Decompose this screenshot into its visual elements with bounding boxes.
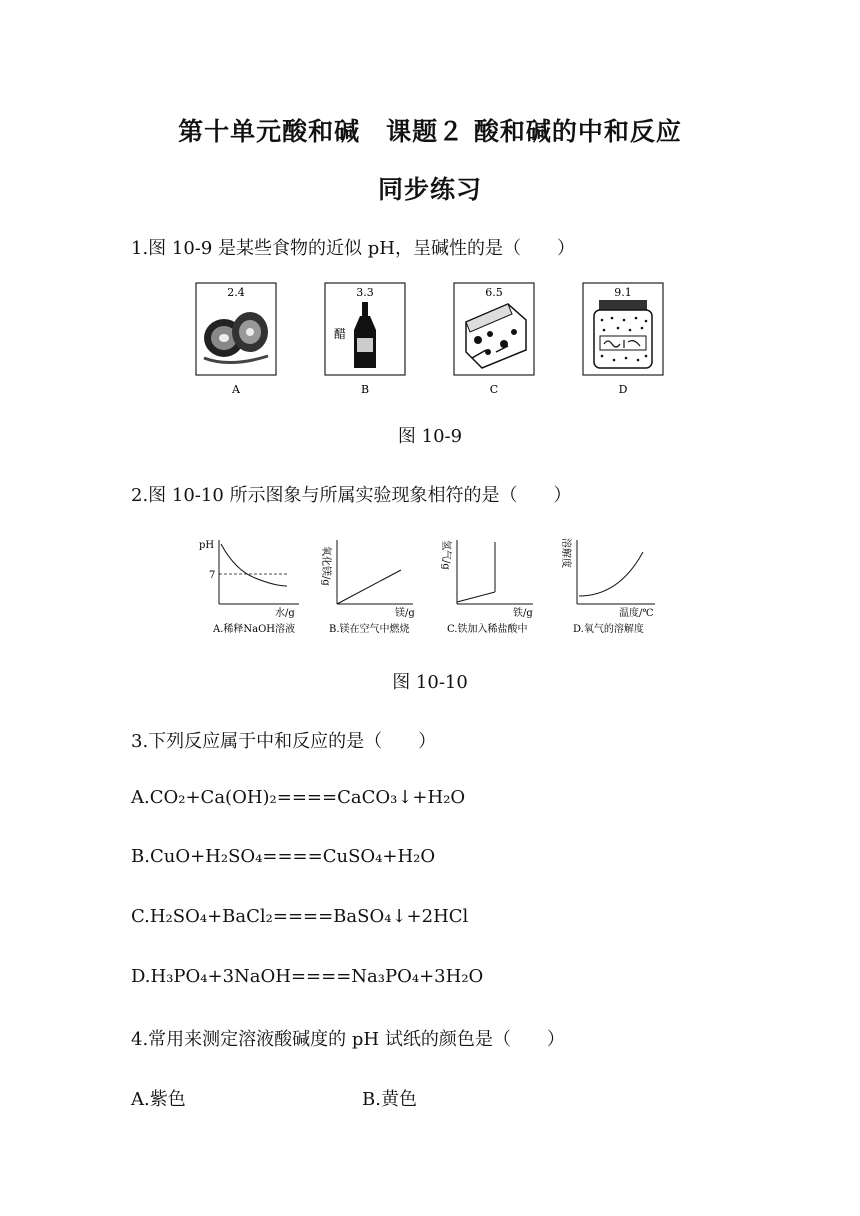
graph-c-ylabel: 氢气/g	[440, 540, 451, 570]
figure-10-10	[195, 530, 675, 642]
question-4-option-b: B.黄色	[362, 1089, 417, 1110]
question-4-option-a: A.紫色	[131, 1089, 186, 1110]
page-title: 第十单元酸和碱 课题２ 酸和碱的中和反应	[178, 117, 682, 146]
question-4-stem: 4.常用来测定溶液酸碱度的 pH 试纸的颜色是（ ）	[131, 1029, 565, 1050]
food-b-vinegar	[325, 283, 405, 396]
graph-a	[199, 540, 299, 635]
figure-10-9	[190, 280, 680, 400]
graph-d-caption: D.氧气的溶解度	[573, 624, 644, 635]
question-3-option-a: A.CO₂+Ca(OH)₂====CaCO₃↓+H₂O	[131, 787, 466, 808]
question-3-stem: 3.下列反应属于中和反应的是（ ）	[131, 731, 437, 752]
food-a-kiwi	[196, 283, 276, 396]
graph-c-caption: C.铁加入稀盐酸中	[447, 624, 528, 635]
food-d-letter: D	[618, 383, 628, 396]
question-3-option-c: C.H₂SO₄+BaCl₂====BaSO₄↓+2HCl	[131, 906, 469, 927]
figure-10-9-caption: 图 10-9	[397, 426, 463, 447]
graph-d-xlabel: 温度/℃	[619, 608, 654, 619]
graph-a-ylabel: pH	[199, 540, 215, 551]
graph-c-xlabel: 铁/g	[513, 608, 533, 619]
page-subtitle: 同步练习	[377, 175, 482, 204]
food-c-letter: C	[489, 383, 499, 396]
question-1-stem: 1.图 10-9 是某些食物的近似 pH，呈碱性的是（ ）	[131, 238, 575, 259]
graph-d	[560, 538, 655, 635]
food-a-letter: A	[232, 383, 240, 396]
graph-a-tick: 7	[209, 570, 216, 581]
question-3-option-d: D.H₃PO₄+3NaOH====Na₃PO₄+3H₂O	[131, 966, 484, 987]
graph-b-ylabel: 氧化镁/g	[320, 546, 331, 586]
food-d-ph: 9.1	[614, 286, 632, 299]
food-b-letter: B	[360, 383, 370, 396]
food-c-ph: 6.5	[485, 286, 503, 299]
question-3-option-b: B.CuO+H₂SO₄====CuSO₄+H₂O	[131, 846, 436, 867]
vinegar-label: 醋	[333, 327, 347, 341]
graph-c	[440, 540, 533, 635]
graph-d-ylabel: 溶解度	[560, 538, 571, 568]
figure-10-10-caption: 图 10-10	[392, 672, 468, 693]
food-b-ph: 3.3	[356, 286, 374, 299]
graph-b	[320, 540, 415, 635]
graph-b-xlabel: 镁/g	[395, 608, 415, 619]
food-c-milk	[454, 283, 534, 396]
graph-a-xlabel: 水/g	[275, 608, 295, 619]
food-d-jar	[583, 283, 663, 396]
graph-b-caption: B.镁在空气中燃烧	[329, 624, 410, 635]
food-a-ph: 2.4	[227, 286, 245, 299]
graph-a-caption: A.稀释NaOH溶液	[213, 624, 296, 635]
question-2-stem: 2.图 10-10 所示图象与所属实验现象相符的是（ ）	[131, 485, 572, 506]
